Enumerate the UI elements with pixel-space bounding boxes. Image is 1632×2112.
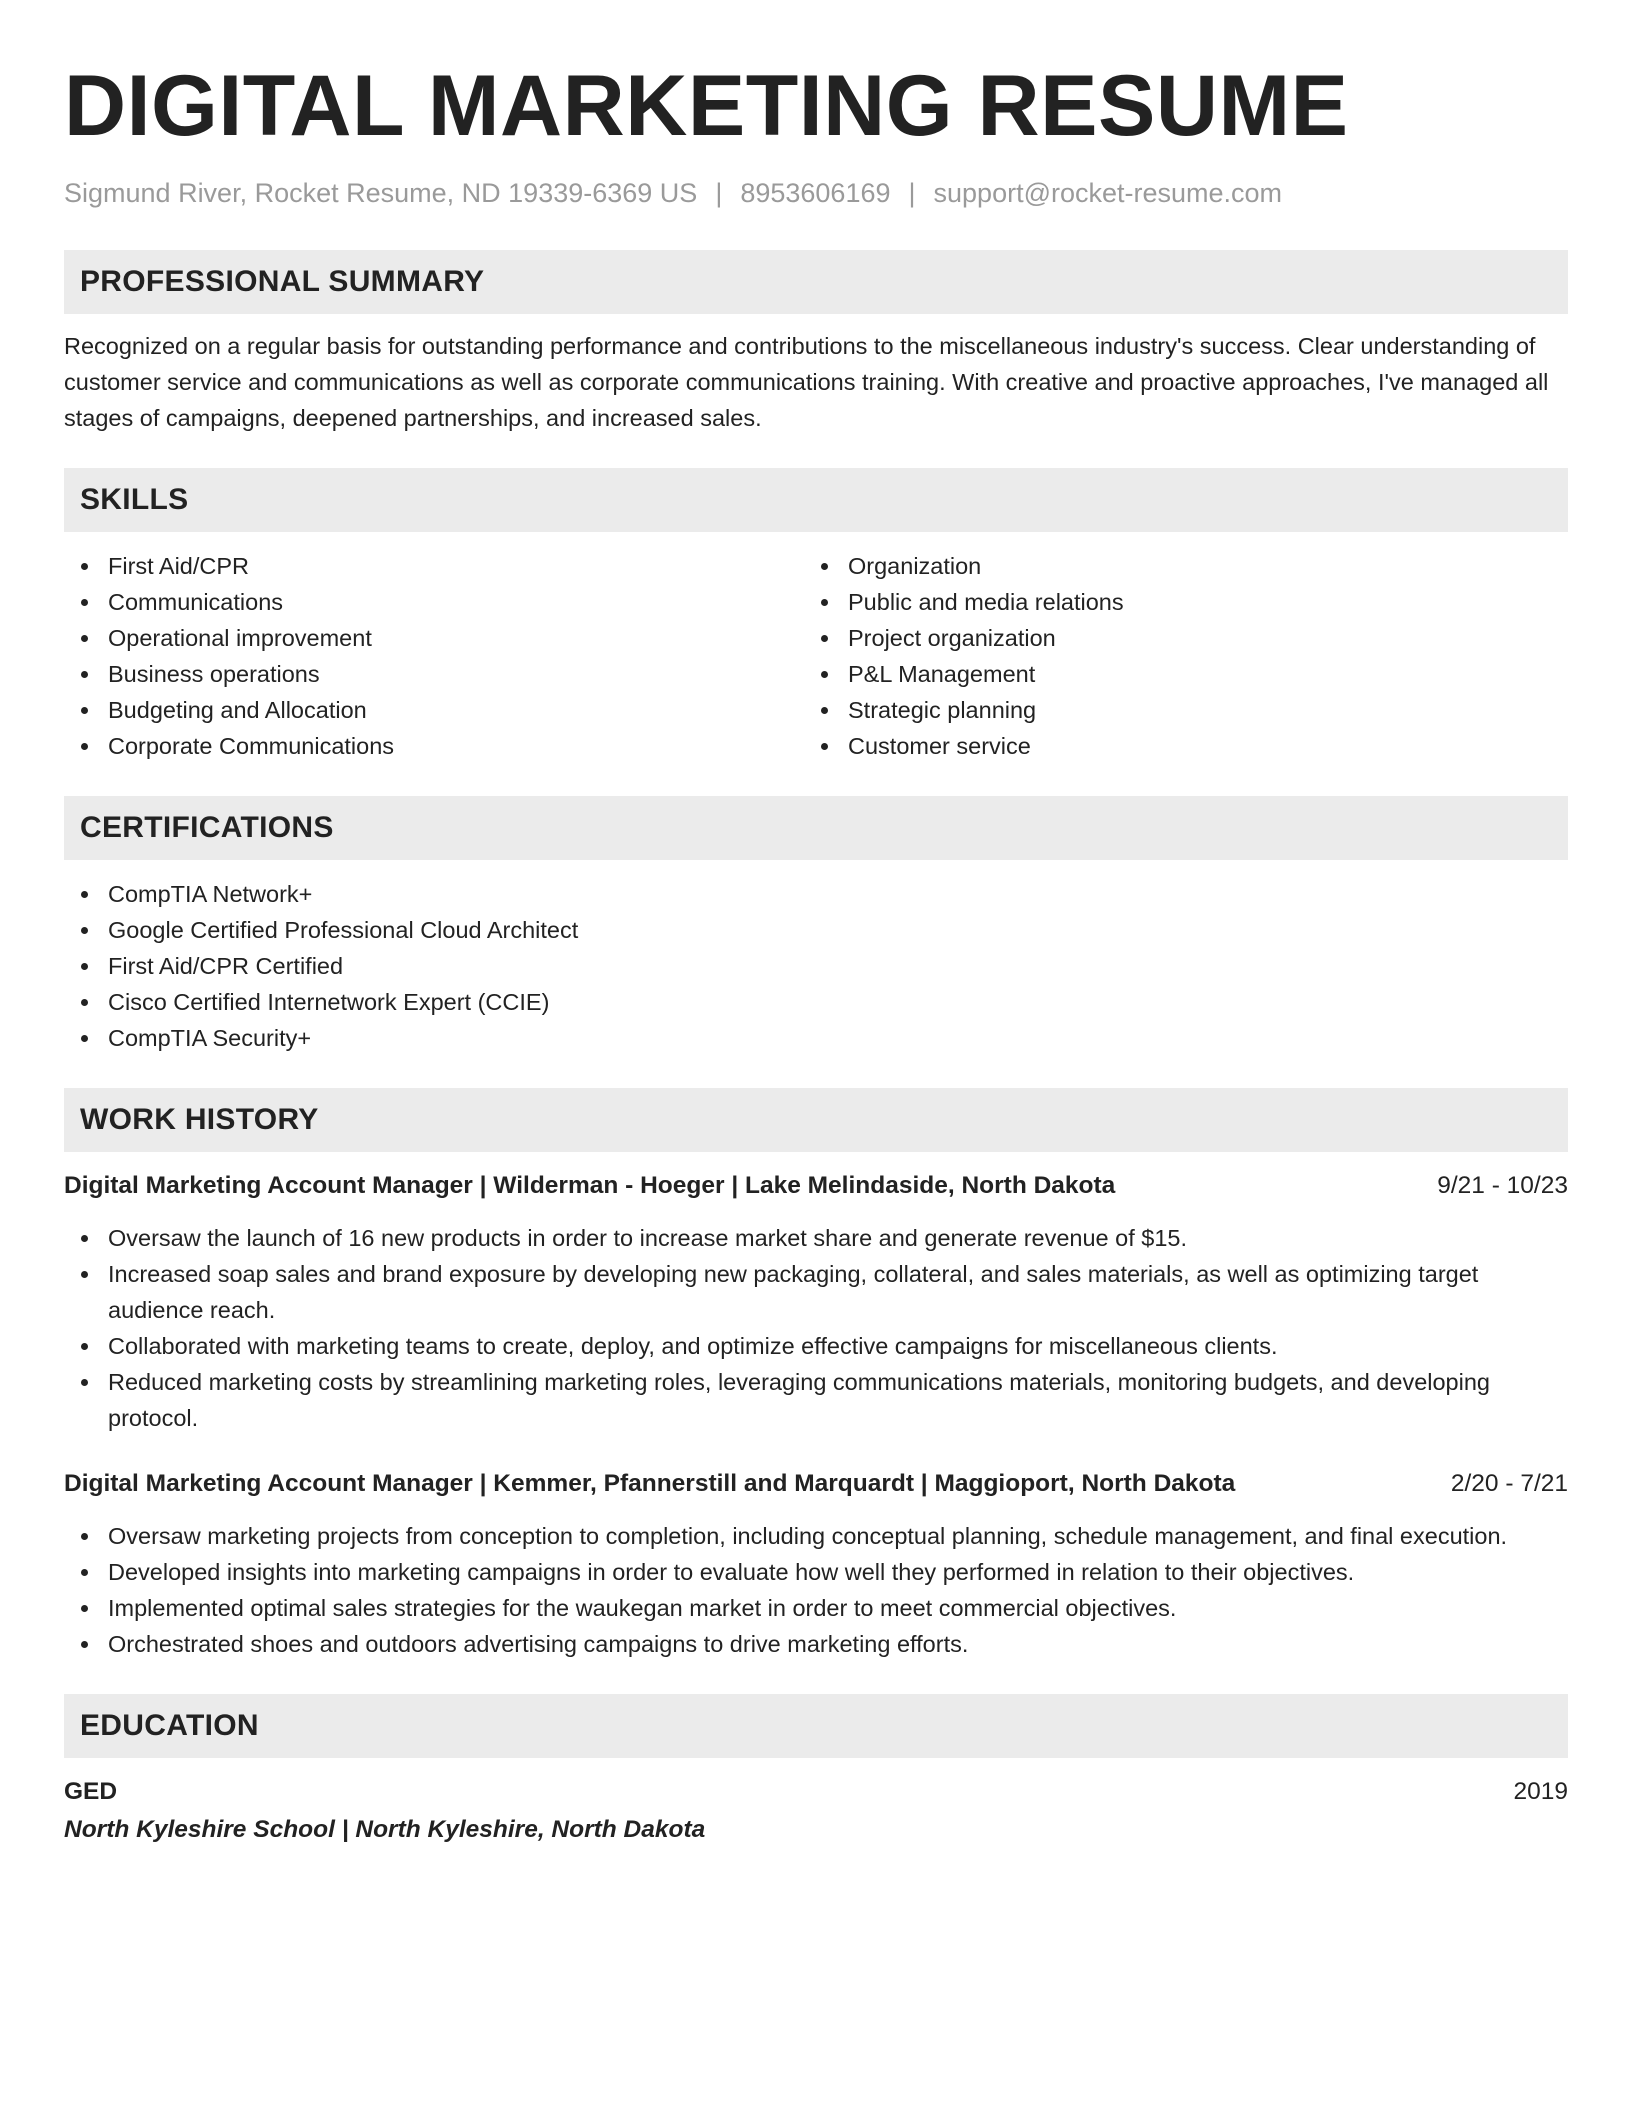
skill-item: Organization xyxy=(804,548,1544,584)
certification-item: CompTIA Security+ xyxy=(64,1020,1568,1056)
skill-item: P&L Management xyxy=(804,656,1544,692)
job-title: Digital Marketing Account Manager | Wilderman - Hoeger | Lake Melindaside, North Dakota xyxy=(64,1172,1116,1199)
job-title: Digital Marketing Account Manager | Kemmer, Pfannerstill and Marquardt | Maggioport, North Dakota xyxy=(64,1470,1236,1497)
section-heading-work-history: WORK HISTORY xyxy=(64,1088,1568,1152)
skills-list-left xyxy=(64,548,804,764)
job-header xyxy=(64,1466,1568,1502)
job-bullet: Orchestrated shoes and outdoors advertising campaigns to drive marketing efforts. xyxy=(64,1626,1568,1662)
skill-item: Project organization xyxy=(804,620,1544,656)
skill-item: Budgeting and Allocation xyxy=(64,692,804,728)
skill-item: First Aid/CPR xyxy=(64,548,804,584)
education-school: North Kyleshire School | North Kyleshire, North Dakota xyxy=(64,1816,706,1843)
job-dates: 9/21 - 10/23 xyxy=(1437,1172,1568,1199)
job-bullet: Implemented optimal sales strategies for the waukegan market in order to meet commercial objectives. xyxy=(64,1590,1568,1626)
contact-separator: | xyxy=(908,178,916,208)
job-bullet: Oversaw marketing projects from conception to completion, including conceptual planning, schedule management, and final execution. xyxy=(64,1518,1568,1554)
skill-item: Strategic planning xyxy=(804,692,1544,728)
section-heading-skills: SKILLS xyxy=(64,468,1568,532)
job-dates: 2/20 - 7/21 xyxy=(1450,1470,1568,1497)
job-bullet: Developed insights into marketing campaigns in order to evaluate how well they performed in relation to their objectives. xyxy=(64,1554,1568,1590)
contact-line xyxy=(64,176,1568,210)
contact-address: Sigmund River, Rocket Resume, ND 19339-6369 US xyxy=(64,178,698,208)
job-header xyxy=(64,1168,1568,1204)
skill-item: Customer service xyxy=(804,728,1544,764)
summary-text: Recognized on a regular basis for outstanding performance and contributions to the miscellaneous industry's success. Clear understanding of customer service and communications as well as corporate communications training. With creative and proactive approaches, I've managed all stages of campaigns, deepened partnerships, and increased sales. xyxy=(64,333,1549,431)
job-bullets xyxy=(64,1518,1568,1662)
section-heading-education: EDUCATION xyxy=(64,1694,1568,1758)
certifications-list xyxy=(64,876,1568,1056)
section-heading-certifications: CERTIFICATIONS xyxy=(64,796,1568,860)
education-entry xyxy=(64,1774,1568,1848)
certification-item: First Aid/CPR Certified xyxy=(64,948,1568,984)
job-bullet: Collaborated with marketing teams to create, deploy, and optimize effective campaigns for miscellaneous clients. xyxy=(64,1328,1568,1364)
education-year: 2019 xyxy=(1513,1778,1568,1805)
job-bullet: Oversaw the launch of 16 new products in order to increase market share and generate revenue of $15. xyxy=(64,1220,1568,1256)
certification-item: Cisco Certified Internetwork Expert (CCIE) xyxy=(64,984,1568,1020)
skill-item: Public and media relations xyxy=(804,584,1544,620)
skill-item: Business operations xyxy=(64,656,804,692)
resume-title: DIGITAL MARKETING RESUME xyxy=(64,58,1349,154)
education-degree: GED xyxy=(64,1778,118,1805)
skill-item: Corporate Communications xyxy=(64,728,804,764)
certification-item: Google Certified Professional Cloud Architect xyxy=(64,912,1568,948)
job-entry xyxy=(64,1466,1568,1662)
skills-grid xyxy=(64,548,1568,764)
skill-item: Communications xyxy=(64,584,804,620)
job-bullet: Reduced marketing costs by streamlining marketing roles, leveraging communications materials, monitoring budgets, and developing protocol. xyxy=(64,1364,1568,1436)
job-bullets xyxy=(64,1220,1568,1436)
contact-phone: 8953606169 xyxy=(740,178,891,208)
skills-list-right xyxy=(804,548,1544,764)
education-header xyxy=(64,1774,1568,1810)
job-entry xyxy=(64,1168,1568,1436)
skill-item: Operational improvement xyxy=(64,620,804,656)
contact-email: support@rocket-resume.com xyxy=(933,178,1283,208)
job-bullet: Increased soap sales and brand exposure by developing new packaging, collateral, and sales materials, as well as optimizing target audience reach. xyxy=(64,1256,1568,1328)
certification-item: CompTIA Network+ xyxy=(64,876,1568,912)
contact-separator: | xyxy=(715,178,723,208)
section-heading-summary: PROFESSIONAL SUMMARY xyxy=(64,250,1568,314)
